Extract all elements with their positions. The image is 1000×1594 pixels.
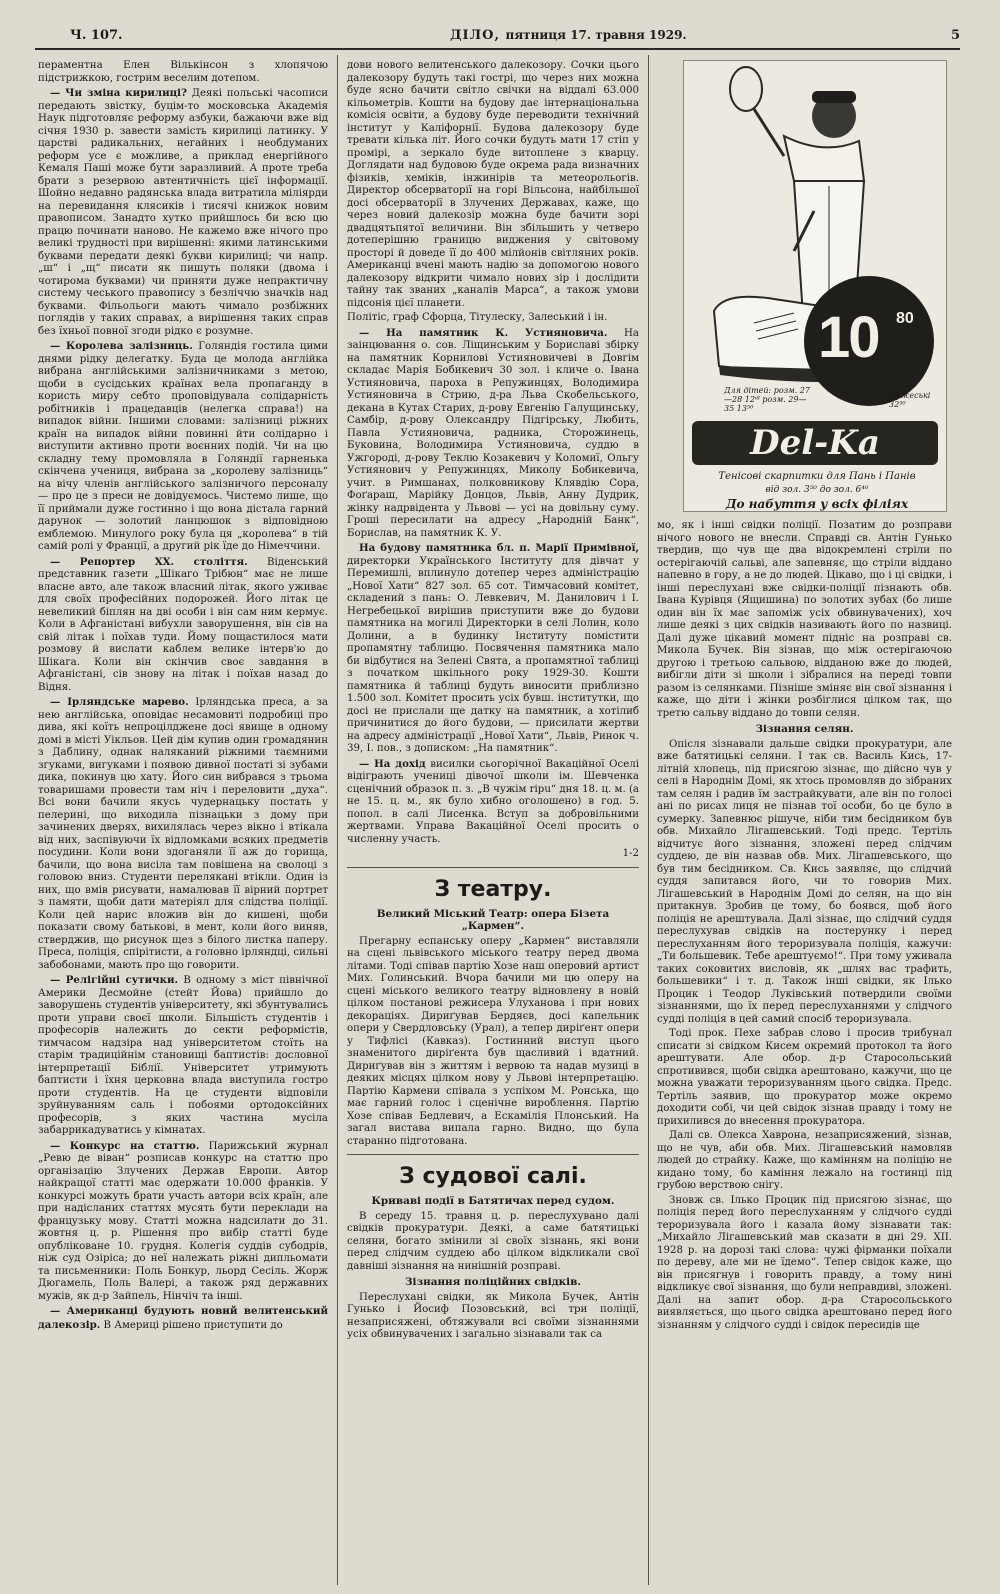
section-heading-court: З судової салі. bbox=[399, 1164, 587, 1189]
villagers-subheading: Зізнання селян. bbox=[755, 723, 854, 735]
column-1 bbox=[38, 60, 328, 1580]
divider bbox=[347, 1154, 639, 1155]
shoe-advertisement bbox=[683, 60, 947, 512]
protsyk-testimony: Зновж св. Ілько Процик під присягою зізнає, що поліція перед його переслуханням у слідчого судді тероризувала його і казала йому зізнавати так: „Михайло Лігашевський мав сказати в дні 29. XII. 1928 р. на дорозі такі слова: чужі фірманки поїхали по дереву, але ми не їдемо“. Тепер свідок каже, що він присягнув і говорить правду, а тому нині відкликує свої зізнання, що були неправдиві, зложені. Далі на запит обор. д-ра Старосольського виявляється, що цього свідка арештовано перед його зізнанням у слідчого судді і свідок пересидів ще bbox=[657, 1194, 952, 1331]
boy-cap bbox=[812, 91, 856, 103]
article-lead: На будову памятника бл. п. Марії Примівної, bbox=[359, 542, 639, 554]
ad-line-3: До набуття у всіх філіях bbox=[725, 497, 909, 511]
article-monument-prymivna bbox=[347, 542, 639, 756]
children-price-note: Для дітей: розм. 27—28 12ⁱ⁸ розм. 29—35 13⁵⁰ bbox=[724, 386, 810, 413]
price-main: 10 bbox=[818, 305, 879, 370]
article-text: Віденський представник газети „Шікаго Трібюн“ має не лише власне авто, але також власний літак, якого уживає для своїх професійних подорожей. Його літак це невеликий біплян на дві особи і він сам ним кермує. Коли в Афганістані вибухли заворушення, він сів на свій літак і поїхав туди. Йому пощастилося мати розмову й вислати каблем велике інтерв'ю до Шікага. Коли він скінчив своє завдання в Афганістані, сів знову на літак і поїхав назад до Відня. bbox=[38, 556, 328, 693]
price-badge bbox=[804, 276, 934, 406]
article-telescope-cont: дови нового велитенського далекозору. Сочки цього далекозору будуть такі гострі, що через них можна буде ясно бачити світло свічки на віддалі 63.000 кільометрів. Кошти на будову дає інтернаціональна комісія освіти, а будову буде переводити технічний інститут у Каліфорнії. Будова далекозору буде тревати кілька літ. Його сочки будуть мати 17 стіп у промірі, а зеркало буде витоплене з кварцу. Доглядати над будовою буде окрема рада визначних фізиків, хеміків, інжинірів та метеорольогів. Директор обсерваторії на горі Вільсона, найбільшої досі обсерваторії в Злучених Державах, каже, що через новий далекозір можна буде бачити зорі двадцятьпятої величини. Він збільшить у четверо дотеперішню границю виджения у світовому просторі й доведе її до 400 мілйонів світляних років. Американці вчені мають надію за допомогою нового далекозору відкрити чимало нових зір і дослідити тайну так званих „каналів Марса“, а також умови підсонія цієї планети. bbox=[347, 60, 639, 309]
article-railway-queen bbox=[38, 340, 328, 554]
article-lead: — Американці будують новий велитенський далекозір. bbox=[38, 1305, 328, 1331]
newspaper-title bbox=[450, 28, 687, 43]
villagers-testimony: Опісля зізнавали дальше свідки прокуратури, але вже батятицькі селяни. І так св. Василь Кись, 17-літній хлопець, під присягою зізнає, що дійсно чув у селі в Народнім Домі, як хтось промовляв до зібраних там селян і радив їм застрайкувати, але він по голосі ані по рисах лиця не пізнав тої особи, бо це було в сумерку. Запевнює рішуче, ніби тим бесідником був обв. Михайло Лігашевський. Тоді предс. Тертіль відчитує його зізнання, зложені перед слідчим суддею, де він назвав обв. Мих. Лігашевського, що був тим бесідником. Св. Кись заявляє, що слідчий суддя запитався його, чи то говорив Мих. Лігашевський в Народнім Домі до селян, на що він притакнув. Зробив це тому, бо боявся, щоб його поліція не арештувала. Далі зізнає, що слідчий суддя переслухував свідків на постерунку і перед переслуханням його тероризувала поліція, кажучи: „Ти большевик. Тебе арештуємо!“. При тому уживала таких соковитих висловів, як „шлях вас трафить, большевики“ і т. д. Також інші свідки, як Ілько Процик і Теодор Луківський потвердили своїми зізнаннями, що їх перед переслуханнями у слідчого судді поліція в цей самий спосіб тероризувала. bbox=[657, 738, 952, 1025]
article-lead: — Конкурс на статтю. bbox=[50, 1139, 200, 1152]
header-rule bbox=[35, 48, 960, 50]
article-lead: — На памятник К. Устияновича. bbox=[359, 326, 608, 339]
ad-line-1: Тенісові скарпитки для Пань і Панів bbox=[718, 471, 916, 482]
article-text: висилки сьогорічної Вакаційної Оселі відіграють учениці дівочої школи ім. Шевченка сценічний образок п. з. „В чужім ripu“ дня 18. ц. м. (а не 15. ц. м., як було хибно оголошено) в год. 5. попол. в салі Лисенка. Вступ за добровільними жертвами. Управа Вакаційної Оселі просить о численну участь. bbox=[347, 758, 639, 845]
column-3 bbox=[657, 520, 952, 1580]
column-2 bbox=[347, 60, 639, 1580]
khavrona-testimony: Далі св. Олекса Хаврона, незаприсяжений, зізнав, що не чув, аби обв. Мих. Лігашевський намовляв людей до страйку. Каже, що камінням на поліцію не кидано тому, бо каміння лежало на гостинці під грубою верствою снігу. bbox=[657, 1130, 952, 1191]
court-subheading-2: Зізнання поліційних свідків. bbox=[405, 1276, 581, 1288]
article-lead: — Релігійні сутички. bbox=[50, 974, 179, 986]
article-text: Голяндія гостила цими днями рідку делегатку. Буда це молода англійка вибрана англійськими залізничниками з метою, щоби в сусідських країнах вела пропаганду в користь миру себто проповідувала солідарність робітників і працедавців (нелегка справа!) на випадок війни. Іншими словами: залізниці ріжних країн на випадок війни повинні йти солідарно і виступити активно проти воєнних подій. Чи на цю складну тему промовляла в Голяндії гарненька скінчена учениця, вибрана за „королеву залізниць“ на вічу членів англійського залізничого персоналу — про це з преси не довідуємось. Чистемо лише, що її приймали дуже гостинно і що вона дістала гарний дарунок — золотий ланцюшок з відповідною емблемою. Минулого року була ця „королева“ в тій самій ролі у Франції, а другий рік їде до Німеччини. bbox=[38, 341, 328, 552]
column-divider-2 bbox=[648, 55, 649, 1585]
column-divider-1 bbox=[337, 55, 338, 1585]
article-text: Деякі польські часописи передають звістку, буцім-то московська Академія Наук підготовляє реформу азбуки, бажаючи вже від січня 1930 р. завести замість кирилиці латинку. У царстві радикальних, негайних і необдуманих реформ усе є можливе, а приклад енергійного Кемаля Паші може бути заразливий. А проте треба брати з резервою автентичність цієї інформації. Шойно недавно радянська влада витратила міліярди на перевидання клясиків і тисячі книжок новим правописом. Занадто хутко прийшлось би всю цю працю починати наново. Не кажемо вже нічого про великі трудності при вирішенні: якими латинськими буквами передати деякі букви кирилиці; чи напр. „ш“ і „щ“ писати як пишуть поляки (двома і чотирома буквами) чи приняти дуже непрактичну систему чеського правопису з безліччю значків над буквами. Фільольоги мають чимало розбіжних поглядів у таких справах, а вирішення таких справ без їхньої повної згоди рідко є розумне. bbox=[38, 88, 328, 337]
theatre-review: Прегарну еспанську оперу „Кармен“ виставляли на сцені львівського міського театру перед двома літами. Тоді співав партію Хозе наш оперовий артист Мих. Голинський. Вчора бачили ми цю оперу на сцені міського великого театру відновлену в новій цілком постанові режисера Улуханова і при нових декораціях. Дириґував Бердяєв, досі капельник опери у Свердловську (Урал), а тепер диріґент опери у Тифлісі (Кавказ). Гостинний виступ цього знаменитого диріґента був щасливий і вдатний. Дириґував він з життям і вервою та надав музиці в деяких місцях цілком нову у Львові інтерпретацію. Партію Кармени співала з успіхом М. Ронська, що має гарний голос і сценічне вироблення. Партію Хозе співав Бедлевич, а Ескамілія Плонський. На загал вистава випала гарно. Видно, що була старанно підготована. bbox=[347, 935, 639, 1147]
boy-shirt bbox=[784, 136, 864, 186]
article-reporter bbox=[38, 556, 328, 695]
issue-date: пятниця 17. травня 1929. bbox=[505, 28, 687, 42]
article-text: На заінцювання о. сов. Ліщинським у Бориславі збірку на памятник Корнилові Устияновичеві в Довгім складає Марія Бобикевич 30 зол. і кличе о. Івана Устияновича, пароха в Репужинцях, Володимира Устияновича в Стрию, д-ра Льва Скобельського, декана в Кутах Старих, д-рову Евгенію Галущинську, Самбір, д-рову Олександру Підгірську, Любить, Павла Устияновича, радника, Сторожинець, Буковина, Володимира Устияновича, суддю в Ужгороді, д-рову Теклю Козакевич у Коломиї, Ольгу Устиянович у Репужинцях, Миколу Бобикевича, учит. в Римшанах, полковникову Клявдію Сора, Фоґараш, Марійку Донцов, Львів, Анну Дудрик, жінку надрвідента у Львові — усі на довільну суму. Гроші пересилати на адресу „Народній Банк“, Борислав, на памятник К. У. bbox=[347, 327, 639, 539]
divider bbox=[347, 867, 639, 868]
theatre-subheading: Великий Міський Театр: опера Бізета „Кармен“. bbox=[376, 907, 610, 932]
title-text: ДІЛО, bbox=[450, 28, 500, 43]
article-religious-clashes bbox=[38, 974, 328, 1138]
tennis-racket-icon bbox=[730, 67, 762, 111]
masthead bbox=[40, 28, 960, 46]
article-text: директорки Українського Інституту для дівчат у Перемишлі, вплинуло дотепер через адміністрацію „Нової Хати“ 827 зол. 65 сот. Тимчасовий комітет, складений з пань: О. Левкевич, М. Данилович і І. Негребецької вирішив приступити вже до будови памятника на могилі Директорки в селі Лолин, коло Долини, а в будинку Інституту помістити пропамятну таблицю. Посвячення памятника мало би відбутися на Зелені Свята, а пропамятної таблиці з початком шкільного року 1929-30. Кошти памятника й таблиці будуть виносити приблизно 1.500 зол. Комітет просить усіх бувш. інститутки, що досі не прислали ще датку на памятник, а хотілиб причинитися до його будови, — присилати жертви на адресу адміністрації „Нової Хати“, Львів, Ринок ч. 39, І. пов., з дописком: „На памятник“. bbox=[347, 555, 639, 754]
article-cyrillic-change bbox=[38, 87, 328, 338]
brand-logo: Del-Ka bbox=[692, 421, 938, 465]
article-text: Парижський журнал „Ревю де віван“ розписав конкурс на статтю про організацію Злучених Держав Европи. Автор найкращої статті має одержати 10.000 франків. У конкурсі можуть брати участь автори всіх країн, але при надісланих статтях мусять бути переклади на французьку мову. Статті можна надсилати до 31. жовтня ц. р. Рішення про вибір статті буде опубліковане 10. грудня. Колегія суддів субодрів, ніж суд Озіріса; до неї належать ріжні дипльомати та письменники: Поль Бонкур, льорд Сесіль. Жорж Дюгамель, Поль Валері, а також ряд державних мужів, як д-р Зайпель, Нінчіч та інші. bbox=[38, 1140, 328, 1302]
mens-price-note: мужеські 32⁵⁰ bbox=[889, 391, 931, 409]
article-monument-ustyianovych bbox=[347, 327, 639, 541]
article-telescope bbox=[38, 1305, 328, 1332]
issue-number: Ч. 107. bbox=[70, 28, 123, 43]
article-lead: — На дохід bbox=[359, 757, 426, 770]
court-report: В середу 15. травня ц. р. переслухувано далі свідків прокуратури. Деякі, а саме батятицькі селяни, богато змінили зі своїх зізнань, які вони перед слідчим суддею або цілком відкликали свої давніші зізнання на нинішній розправі. bbox=[347, 1210, 639, 1272]
section-heading-theatre: З театру. bbox=[434, 876, 552, 902]
article-text: В Америці рішено приступити до bbox=[103, 1319, 283, 1331]
court-subheading: Криваві події в Батятичах перед судом. bbox=[371, 1195, 615, 1207]
article-essay-contest bbox=[38, 1140, 328, 1304]
article-signature: 1-2 bbox=[622, 848, 639, 859]
article-lead: — Репортер XX. століття. bbox=[50, 555, 248, 568]
article-irish-ghost bbox=[38, 696, 328, 972]
court-report-2: Переслухані свідки, як Микола Бучек, Антін Гунько і Йосиф Позовський, всі три поліції, незаприсяжені, обтяжували всі своїми зізнаннями усіх обвинувачених і загально зізнавали так са bbox=[347, 1291, 639, 1340]
price-cents: 80 bbox=[896, 310, 914, 327]
article-benefit bbox=[347, 758, 639, 847]
court-report-cont: мо, як і інші свідки поліції. Позатим до розправи нічого нового не внесли. Справді св. Антін Гунько твердив, що чув ще два відокремлені стріли по остерігаючій сальві, але запевняє, що стріли віддано напевно в гору, а не до людей. Цікаво, що і ці свідки, і інші переслухані вже свідки-поліції пізнають обв. Івана Курівця (Ящишина) по золотих зубах (бо лише один він їх має запоміж усіх обвинувачених), хоч лише деякі з цих свідків називають його по назвиці. Далі дуже цікавий момент підніс на розправі св. Микола Бучек. Він зізнав, що між остерігаючою другою і третьою сальвою, відданою вже до людей, вибігли діти зі школи і зібралися на переді товпи разом із селянками. Пізніше зміняє він свої зізнання і каже, що діти і жінки розбіглися цілком так, що третю сальву віддано до товпи селян. bbox=[657, 520, 952, 719]
article-lead: — Ірляндське марево. bbox=[50, 696, 189, 708]
ad-line-2: від зол. 3⁵⁰ до зол. 6⁴⁰ bbox=[765, 485, 869, 495]
page-number: 5 bbox=[950, 28, 960, 43]
prosecutor-request: Тоді прок. Пехе забрав слово і просив трибунал списати зі свідком Кисем окремий протокол та його арештувати. Але обор. д-р Старосольський спротивився, щоби свідка арештовано, кажучи, що це можна уважати тероризуванням цього свідка. Предс. Тертіль заявив, що прокуратор може окремо доходити собі, чи цей свідок зізнав правду і тому не прихилився до внесення прокуратора. bbox=[657, 1028, 952, 1127]
names-line: Політіс, граф Сфорца, Тітулеску, Залеський і ін. bbox=[347, 312, 608, 323]
article-lead: — Чи зміна кирилиці? bbox=[50, 87, 188, 99]
article-text: В одному з міст північної Америки Десмойне (стейт Йова) прийшло до заворушень студентів університету, які збунтувались проти управи своєї школи. Більшість студентів і професорів належить до секти реформістів, тимчасом надзіра над університетом стоїть на старім традиційнім становищі баптистів: дословної інтерпретації Біблії. Університет утримують баптисти і їхня церковна влада виступила гостро проти студентів. На це студенти відповіли зруйнуванням саль і побоями ортодоксійних професорів, з яких частина мусіла забаррикадуватись у кімнатах. bbox=[38, 975, 328, 1136]
article-text: Ірляндська преса, а за нею англійська, оповідає несамовиті подробиці про дива, які коїть непроцілджене досі явище в одному домі в місті Уікльов. Цей дім купив один громадянин з Даблину, однак наляканий ріжними таємними згуками, вигуками і появою дивної постаті зі зубами дика, покинув цю хату. Його син вибрався з трьома товаришами провести там ніч і переловити „духа“. Всі вони бачили якусь чудернацьку постать у пелерині, що виходила пізнацьки з дому при зачинених дверях, вихилялась через вікно і втікала від них, заспівуючи їх відломками всяких предметів посудини. Коли вони здоганяли її аж до горища, бачили, що вона висіла там повішена на сволоці з головою вниз. Студенти перелякані втікли. Один із них, що вмів рисувати, намалював її вірний портрет з памяти, щоби дати матеріял для слідства поліції. Коли цей нарис вложив він до кишені, щоби показати свому батькові, в мент, коли його виняв, стверджив, що рисунок щез з білого листка паперу. Преса, поліція, спірітисти, а головно ірляндці, сильні забобонами, мають про що говорити. bbox=[38, 697, 328, 971]
article-lead: — Королева залізниць. bbox=[50, 340, 193, 352]
article-continuation: пераментна Елен Вількінсон з хлопячою підстрижкою, гострим веселим дотепом. bbox=[38, 60, 328, 84]
